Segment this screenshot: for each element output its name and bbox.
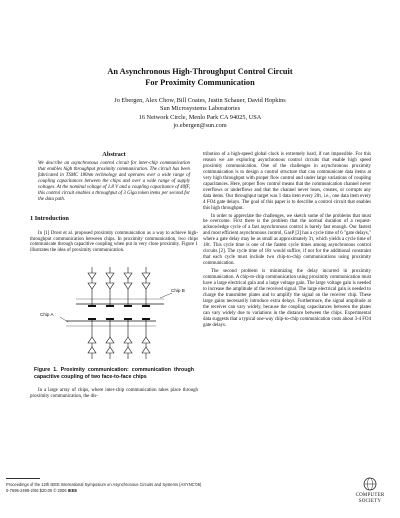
coupling-plates: [88, 305, 150, 320]
chip-b-buffers: [88, 267, 150, 305]
proximity-communication-diagram: [30, 259, 198, 367]
footer-ieee-mark: IEEE: [67, 487, 78, 493]
title-line-1: An Asynchronous High-Throughput Control Circuit: [107, 67, 293, 76]
intro-paragraph-1: In [1] Drost et al. proposed proximity communication as a way to achieve high-throughput communication between chips. In proximity communication, two chips communicate through capacitive coupling when put in very close proximity. Figure 1 illustrates the idea of proximity communication.: [30, 230, 198, 254]
left-column: [30, 152, 198, 399]
abstract-heading: Abstract: [102, 151, 126, 158]
chip-b-leader: [160, 293, 172, 298]
author-email: jo.ebergen@sun.com: [173, 121, 227, 129]
footer-proceedings-line: Proceedings of the 12th IEEE International Symposium on Asynchronous Circuits and Systems (ASYNC'06): [6, 482, 202, 487]
chip-a-label: Chip A: [40, 312, 54, 318]
intro-paragraph-2: In a large array of chips, where inter-chip communication takes place through proximity communication, the dis-: [30, 387, 198, 399]
right-column: [203, 152, 371, 329]
footer-isbn-line: [6, 488, 306, 494]
author-names: Jo Ebergen, Alex Chow, Bill Coates, Justin Schauer, David Hopkins: [114, 97, 286, 104]
logo-line-2: SOCIETY: [358, 498, 382, 504]
paper-title: [40, 67, 360, 88]
author-address: 16 Network Circle, Menlo Park CA 94025, USA: [138, 113, 262, 121]
chip-a-leader: [60, 317, 68, 322]
author-block: [40, 97, 360, 130]
right-paragraph-3: The second problem is minimizing the delay incurred in proximity communication. A chip-to-chip communication using proximity communication must have a large electrical gain and a large voltage gain. The large voltage gain is needed to increase the amplitude of the received signal. The large electrical gain is needed to charge the transmitter plates and to amplify the signal on the receiver chip. These large gains necessarily introduce extra delays. Furthermore, the signal amplitude at the receiver can vary widely, because the coupling capacitances between the plates can vary widely due to variations in the distance between the chips. Experimental data suggests that a typical one-way chip-to-chip communication costs about 3-4 FO4 gate delays.: [203, 269, 372, 328]
figure-1-caption-wrap: [30, 367, 198, 380]
right-paragraph-1: tribution of a high-speed global clock is extremely hard, if not impossible. For this reason we are exploring asynchronous control circuits that enable high speed proximity communication. One of the challenges in asynchronous proximity communication is to design a control structure that can communicate data items at very high throughput with proper flow control and under large variations of coupling capacitances. Here, proper flow control means that the communication channel never overflows or underflows and that the channel never loses, creates, or corrupts any data items. Our throughput target was 1 data item every 20τ, i.e., one data item every 4 FO4 gate delays. The goal of this paper is to describe a control circuit that enables this high throughput.: [203, 152, 371, 211]
figure-1-caption: Figure 1. Proximity communication: communication through capacitive coupling of two face-to-face chips: [34, 367, 194, 380]
footer-isbn: 0-7695-2498-2/06 $20.00 © 2006: [6, 487, 67, 493]
logo-line-1: COMPUTER: [355, 493, 385, 498]
footer-rule: [6, 478, 40, 479]
chip-b-label: Chip B: [171, 288, 185, 294]
section-heading-introduction: 1 Introduction: [30, 214, 69, 222]
title-line-2: For Proximity Communication: [145, 77, 255, 87]
computer-society-wordmark: [350, 493, 390, 504]
abstract-text: We describe an asynchronous control circuit for inter-chip communication that enables high throughput proximity communication. The circuit has been fabricated in TSMC 180nm technology and operates over a wide range of coupling capacitances between the chips and over a wide range of supply voltages. At the nominal voltage of 1.8 V and a coupling capacitance of 40fF, this control circuit enables a throughput of 3 Giga token items per second for the data path.: [38, 160, 190, 202]
proceedings-footer: [6, 482, 306, 493]
author-affiliation: Sun Microsystems Laboratories: [159, 105, 241, 113]
figure-1: [30, 259, 198, 367]
right-paragraph-2: In order to appreciate the challenges, we sketch some of the problems that must be overcome. First there is the problem that the normal duration of a request-acknowledge cycle of a fast asynchronous control is barely fast enough. Our fastest and most efficient asynchronous control, GasP [2] has a cycle time of 6 "gate delays," where a gate delay may be as small as approximately 3τ, which yields a cycle time of 18τ. This cycle time is one of the fastest cycle times among asynchronous control circuits [2]. The cycle time of 18τ would suffice, if not for the additional constraint that each cycle must include two chip-to-chip communications using proximity communication.: [203, 213, 371, 267]
